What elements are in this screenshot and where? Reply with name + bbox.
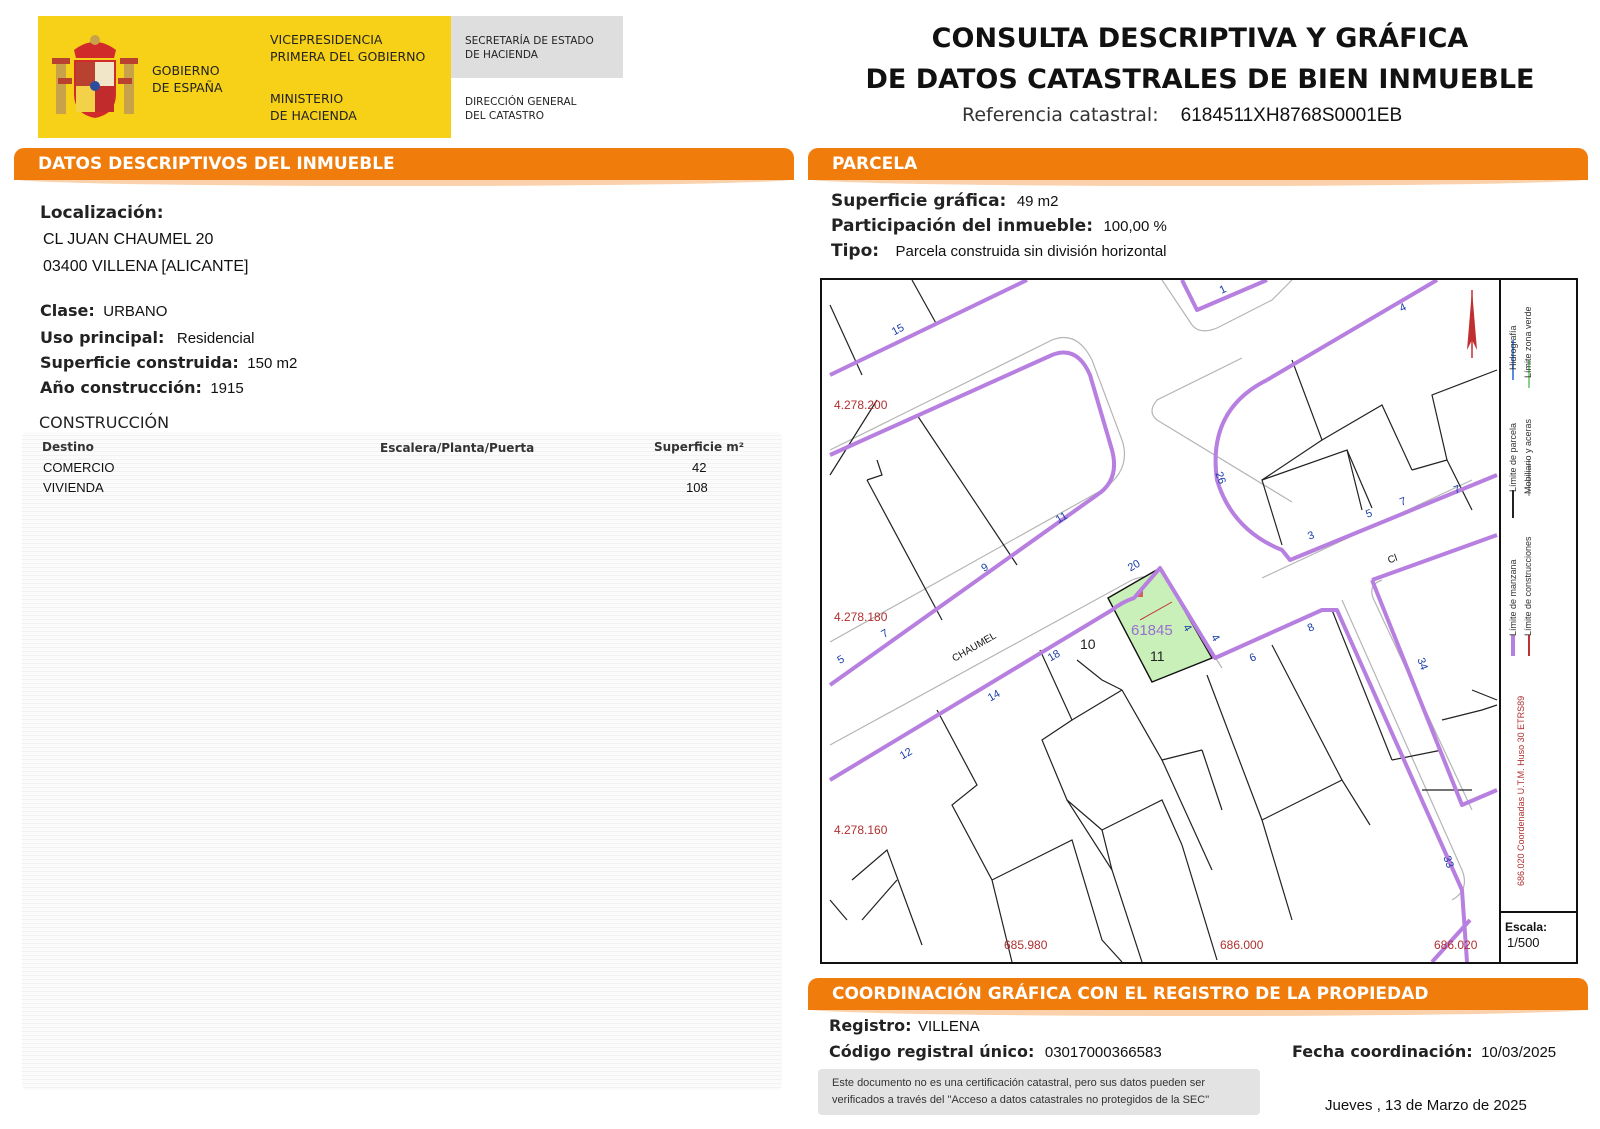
- x-coord-label: 686.000: [1220, 938, 1264, 952]
- min-line1: MINISTERIO: [270, 91, 344, 106]
- min-line2: DE HACIENDA: [270, 108, 357, 123]
- parcel-number-label: 11: [1150, 648, 1165, 664]
- construccion-title: CONSTRUCCIÓN: [39, 413, 170, 432]
- referencia-catastral: [962, 104, 1402, 127]
- datos-descriptivos-title: DATOS DESCRIPTIVOS DEL INMUEBLE: [38, 154, 395, 174]
- disclaimer-note: [818, 1069, 1260, 1115]
- superficie-grafica-row: [831, 191, 1059, 211]
- plot-number: 15: [889, 321, 907, 339]
- clase-label: Clase:: [40, 301, 95, 320]
- coat-of-arms-icon: [50, 28, 140, 124]
- superficie-construida-value: 150 m2: [247, 355, 298, 372]
- direccion-name: [465, 95, 577, 123]
- anio-construccion-label: Año construcción:: [40, 378, 202, 397]
- y-coord-label: 4.278.200: [834, 398, 888, 412]
- col-destino-header: Destino: [42, 440, 94, 454]
- uso-value: Residencial: [176, 330, 255, 347]
- street-label: Cl: [1386, 552, 1400, 567]
- plot-number: 8: [1305, 621, 1317, 635]
- document-title: [860, 18, 1540, 100]
- ministerio-name: [270, 90, 357, 124]
- fecha-coordinacion-value: 10/03/2025: [1481, 1044, 1557, 1061]
- plot-number: 6: [1247, 651, 1259, 665]
- codigo-registral-value: 03017000366583: [1044, 1044, 1162, 1061]
- plot-number: 4: [1180, 622, 1194, 634]
- street-label: CHAUMEL: [950, 630, 999, 665]
- table-row-superficie: 42: [692, 460, 707, 475]
- anio-construccion-row: [40, 378, 244, 398]
- superficie-grafica-label: Superficie gráfica:: [831, 191, 1007, 211]
- plot-number: 3: [1306, 529, 1316, 543]
- anio-construccion-value: 1915: [210, 380, 244, 397]
- uso-label: Uso principal:: [40, 328, 165, 347]
- parcela-title: PARCELA: [832, 154, 918, 174]
- address-line1: CL JUAN CHAUMEL 20: [43, 231, 214, 248]
- scale-value: 1/500: [1507, 935, 1540, 950]
- table-row-destino: VIVIENDA: [43, 480, 104, 495]
- superficie-construida-row: [40, 353, 297, 373]
- col-superficie-header: Superficie m²: [654, 440, 745, 454]
- plot-number: 26: [1212, 470, 1228, 486]
- parcela-header: [808, 148, 1588, 180]
- codigo-registral-row: [829, 1042, 1162, 1062]
- plot-number: 7: [1398, 495, 1408, 509]
- sec-line1: SECRETARÍA DE ESTADO: [465, 35, 594, 47]
- ref-label: Referencia catastral:: [962, 104, 1159, 126]
- plot-number: 9: [979, 561, 991, 575]
- plot-number: 14: [985, 687, 1003, 705]
- legend-limite-parcela: Límite de parcela: [1508, 422, 1518, 492]
- parcel-code-label: 61845: [1131, 622, 1173, 639]
- col-escalera-header: Escalera/Planta/Puerta: [380, 441, 535, 455]
- plot-number: 11: [1053, 509, 1070, 527]
- registro-value: VILLENA: [918, 1018, 980, 1035]
- legend-mobiliario: Mobiliario y aceras: [1523, 418, 1533, 494]
- superficie-construida-label: Superficie construida:: [40, 353, 239, 372]
- participacion-label: Participación del inmueble:: [831, 216, 1094, 236]
- secretaria-name: [465, 34, 594, 62]
- construccion-table: [22, 432, 782, 1090]
- table-row-superficie: 108: [686, 480, 708, 495]
- plot-number: 7: [879, 627, 891, 641]
- codigo-registral-label: Código registral único:: [829, 1042, 1035, 1061]
- fecha-coordinacion-row: [1292, 1042, 1556, 1062]
- title-line1: CONSULTA DESCRIPTIVA Y GRÁFICA: [931, 23, 1469, 54]
- registro-row: [829, 1016, 980, 1036]
- legend-coordinates: 686.020 Coordenadas U.T.M. Huso 30 ETRS89: [1516, 695, 1526, 886]
- gov-line2: DE ESPAÑA: [152, 80, 223, 95]
- sec-line2: DE HACIENDA: [465, 49, 538, 61]
- vp-line1: VICEPRESIDENCIA: [270, 32, 383, 47]
- gov-name: [152, 62, 223, 96]
- fecha-coordinacion-label: Fecha coordinación:: [1292, 1042, 1473, 1061]
- scale-label: Escala:: [1505, 920, 1548, 934]
- clase-value: URBANO: [103, 303, 168, 320]
- table-row-destino: COMERCIO: [43, 460, 115, 475]
- title-line2: DE DATOS CATASTRALES DE BIEN INMUEBLE: [865, 64, 1535, 95]
- plot-number: 20: [1125, 557, 1143, 575]
- tipo-label: Tipo:: [831, 241, 880, 261]
- legend-zona-verde: Límite zona verde: [1523, 306, 1533, 378]
- y-coord-label: 4.278.180: [834, 610, 888, 624]
- plot-number: 12: [897, 745, 915, 763]
- participacion-value: 100,00 %: [1103, 218, 1167, 235]
- registro-title: COORDINACIÓN GRÁFICA CON EL REGISTRO DE LA PROPIEDAD: [832, 984, 1429, 1004]
- plot-number: 4: [1397, 301, 1409, 315]
- tipo-value: Parcela construida sin división horizontal: [895, 243, 1167, 260]
- plot-number: 7: [1452, 483, 1462, 497]
- north-arrow-icon: [1467, 290, 1477, 358]
- plot-number: 18: [1045, 647, 1063, 665]
- plot-number: 1: [1217, 283, 1229, 297]
- clase-row: [40, 301, 167, 321]
- participacion-row: [831, 216, 1167, 236]
- registro-header: [808, 978, 1588, 1010]
- cadastral-map: [820, 278, 1578, 964]
- tipo-row: [831, 241, 1167, 261]
- neighbor-number-label: 10: [1080, 636, 1096, 652]
- disclaimer-line2: verificados a través del "Acceso a datos catastrales no protegidos de la SEC": [832, 1094, 1210, 1106]
- cadastral-map-drawing: [822, 280, 1576, 962]
- address-line2: 03400 VILLENA [ALICANTE]: [43, 258, 249, 275]
- vp-line2: PRIMERA DEL GOBIERNO: [270, 49, 426, 64]
- legend-limite-manzana: Límite de manzana: [1508, 559, 1518, 636]
- localizacion-label: Localización:: [40, 203, 164, 223]
- legend-limite-construcciones: Límite de construcciones: [1523, 536, 1533, 636]
- plot-number: 33: [1440, 854, 1456, 870]
- x-coord-label: 686.020: [1434, 938, 1478, 952]
- datos-descriptivos-header: [14, 148, 794, 180]
- plot-number: 34: [1414, 656, 1430, 672]
- legend-hidrografia: Hidrografía: [1508, 325, 1518, 370]
- document-date: Jueves , 13 de Marzo de 2025: [1325, 1097, 1527, 1114]
- uso-row: [40, 328, 254, 348]
- plot-number: 4: [1208, 632, 1222, 644]
- plot-number: 5: [835, 653, 847, 667]
- plot-number: 5: [1364, 507, 1374, 521]
- disclaimer-line1: Este documento no es una certificación catastral, pero sus datos pueden ser: [832, 1077, 1205, 1089]
- gov-line1: GOBIERNO: [152, 63, 220, 78]
- dg-line1: DIRECCIÓN GENERAL: [465, 96, 577, 108]
- x-coord-label: 685.980: [1004, 938, 1048, 952]
- vicepresidencia-name: [270, 31, 425, 65]
- ref-value: 6184511XH8768S0001EB: [1180, 105, 1403, 126]
- dg-line2: DEL CATASTRO: [465, 110, 545, 122]
- superficie-grafica-value: 49 m2: [1016, 193, 1059, 210]
- registro-label: Registro:: [829, 1016, 912, 1035]
- y-coord-label: 4.278.160: [834, 823, 888, 837]
